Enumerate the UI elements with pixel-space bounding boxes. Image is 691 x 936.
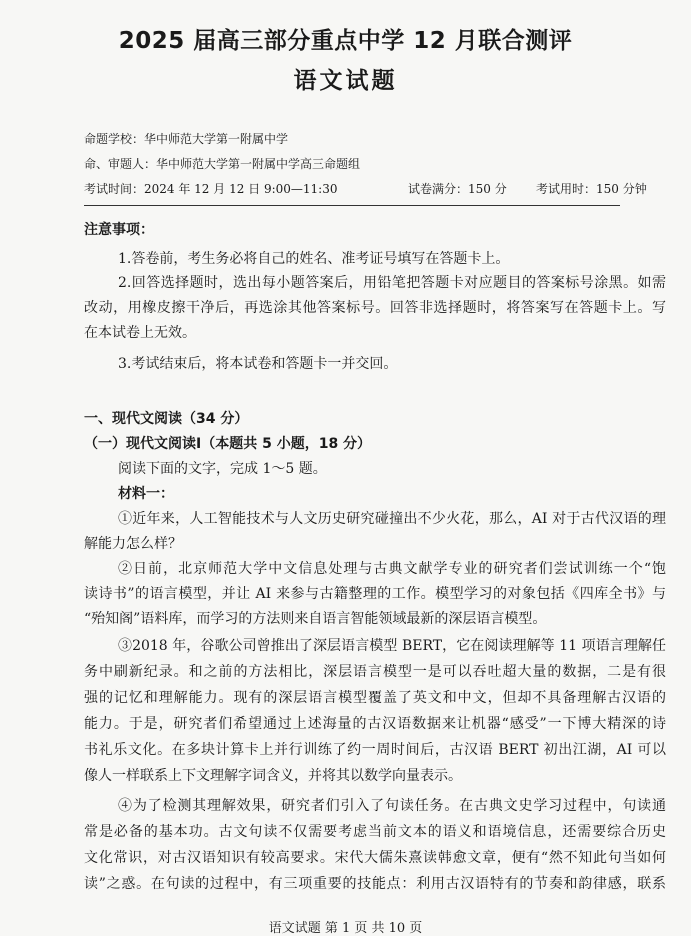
notice-line: 3.考试结束后，将本试卷和答题卡一并交回。 [118, 356, 398, 372]
notice-line: 1.答卷前，考生务必将自己的姓名、准考证号填写在答题卡上。 [118, 251, 510, 267]
exam-title: 2025 届高三部分重点中学 12 月联合测评 [118, 28, 573, 54]
notice-heading: 注意事项： [84, 222, 154, 238]
notice-line: 改动，用橡皮擦干净后，再选涂其他答案标号。回答非选择题时，将答案写在答题卡上。写 [84, 300, 666, 316]
setter-school: 命题学校：华中师范大学第一附属中学 [84, 132, 289, 146]
page-footer: 语文试题 第 1 页 共 10 页 [268, 921, 423, 936]
body-line: 像人一样联系上下文理解字词含义，并将其以数学向量表示。 [84, 768, 462, 784]
body-line: 读诗书”的语言模型，并让 AI 来参与古籍整理的工作。模型学习的对象包括《四库全书》与 [84, 586, 666, 602]
body-line: 文化常识，对古汉语知识有较高要求。宋代大儒朱熹读韩愈文章，便有“然不知此句当如何 [84, 850, 666, 866]
body-line: ④为了检测其理解效果，研究者们引入了句读任务。在古典文史学习过程中，句读通 [118, 798, 666, 814]
exam-duration: 考试用时：150 分钟 [536, 182, 647, 196]
setter-authors: 命、审题人：华中师范大学第一附属中学高三命题组 [84, 157, 361, 171]
body-line: ②日前，北京师范大学中文信息处理与古典文献学专业的研究者们尝试训练一个“饱 [118, 561, 666, 577]
header-divider [84, 205, 620, 206]
exam-time: 考试时间：2024 年 12 月 12 日 9:00—11:30 [84, 182, 338, 196]
section-heading: 一、现代文阅读（34 分） [84, 411, 249, 427]
exam-subject-title: 语文试题 [293, 68, 398, 94]
body-line: 务中刷新纪录。和之前的方法相比，深层语言模型一是可以吞吐超大量的数据，二是有很 [84, 664, 666, 680]
reading-instruction: 阅读下面的文字，完成 1～5 题。 [118, 461, 327, 477]
body-line: 书礼乐文化。在多块计算卡上并行训练了约一周时间后，古汉语 BERT 初出江湖，AI 可以 [84, 742, 666, 758]
body-line: 常是必备的基本功。古文句读不仅需要考虑当前文本的语义和语境信息，还需要综合历史 [84, 824, 666, 840]
notice-line: 在本试卷上无效。 [84, 325, 196, 341]
body-line: 解能力怎么样？ [84, 536, 182, 552]
body-line: 能力。于是，研究者们希望通过上述海量的古汉语数据来让机器“感受”一下博大精深的诗 [84, 716, 666, 732]
notice-line: 2.回答选择题时，选出每小题答案后，用铅笔把答题卡对应题目的答案标号涂黑。如需 [118, 275, 666, 291]
body-line: ①近年来，人工智能技术与人文历史研究碰撞出不少火花，那么，AI 对于古代汉语的理 [118, 511, 666, 527]
body-line: 强的记忆和理解能力。现有的深层语言模型覆盖了英文和中文，但却不具备理解古汉语的 [84, 690, 666, 706]
body-line: ③2018 年，谷歌公司曾推出了深层语言模型 BERT，它在阅读理解等 11 项语言理解任 [118, 638, 666, 654]
material-label: 材料一： [118, 486, 174, 502]
body-line: “殆知阁”语料库，而学习的方法则来自语言智能领域最新的深层语言模型。 [84, 611, 547, 627]
full-score: 试卷满分：150 分 [408, 182, 507, 196]
body-line: 读”之惑。在句读的过程中，有三项重要的技能点：利用古汉语特有的节奏和韵律感，联系 [84, 876, 666, 892]
subsection-heading: （一）现代文阅读Ⅰ（本题共 5 小题，18 分） [84, 436, 372, 452]
